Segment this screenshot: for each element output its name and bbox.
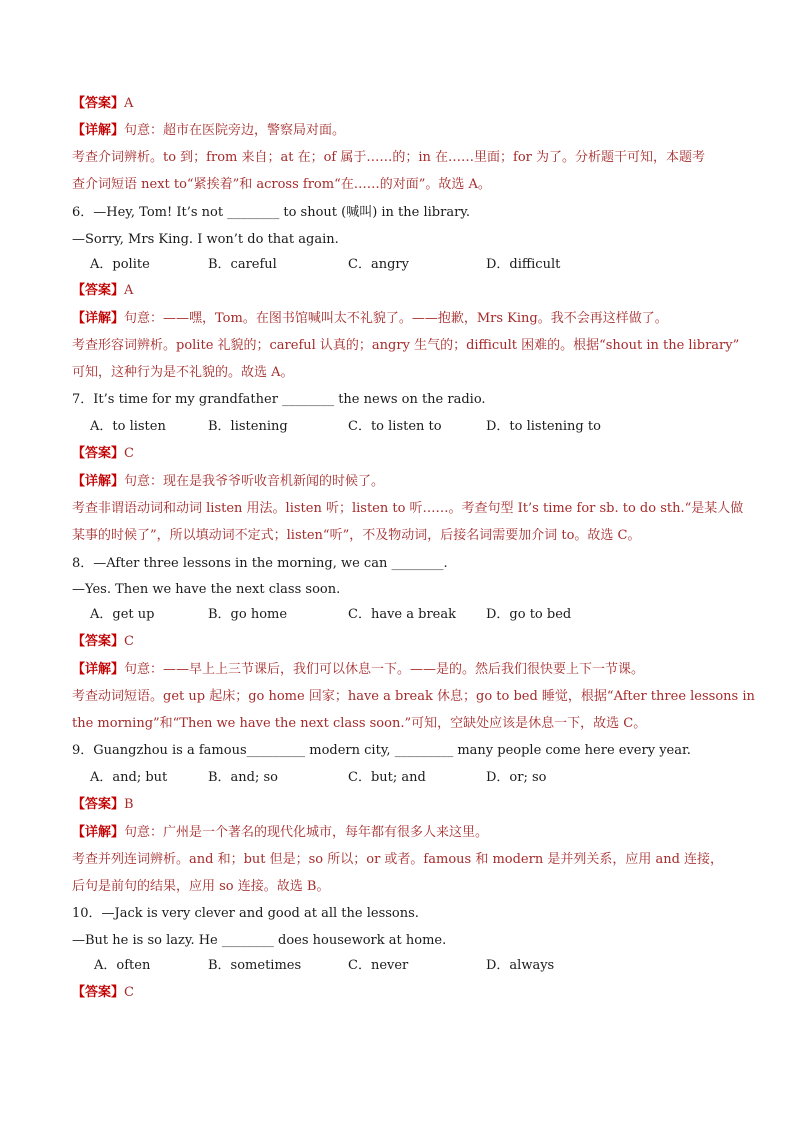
question-10-line2: —But he is so lazy. He ________ does housework at home. [72,933,447,948]
option-a: A．and; but [90,770,168,785]
question-9-stem: 9．Guangzhou is a famous_________ modern city, _________ many people come here every year. [72,743,691,758]
option-c: C．to listen to [348,419,442,434]
detail-text: 句意：现在是我爷爷听收音机新闻的时候了。 [124,474,385,489]
detail-8 [72,661,644,679]
answer-tag: 【答案】 [72,985,125,1000]
analysis-7-line2: 某事的时候了”，所以填动词不定式；listen“听”，不及物动词，后接名词需要加介词 to。故选 C。 [72,528,641,543]
detail-tag: 【详解】 [72,474,125,489]
option-b: B．sometimes [208,958,302,973]
analysis-6-line1: 考查形容词辨析。polite 礼貌的；careful 认真的；angry 生气的；difficult 困难的。根据“shout in the library” [72,338,740,353]
analysis-5-line2: 查介词短语 next to“紧挨着”和 across from“在……的对面”。故选 A。 [72,177,491,192]
analysis-9-line1: 考查并列连词辨析。and 和；but 但是；so 所以；or 或者。famous 和 modern 是并列关系，应用 and 连接， [72,852,724,867]
option-a: A．get up [90,607,155,622]
detail-tag: 【详解】 [72,825,125,840]
answer-value: C [124,446,134,461]
option-c: C．but; and [348,770,426,785]
analysis-5-line1: 考查介词辨析。to 到；from 来自；at 在；of 属于……的；in 在……里面；for 为了。分析题干可知，本题考 [72,150,706,165]
detail-5 [72,122,345,140]
option-d: D．always [486,958,555,973]
answer-value: B [124,797,134,812]
analysis-6-line2: 可知，这种行为是不礼貌的。故选 A。 [72,365,294,380]
option-d: D．difficult [486,257,561,272]
answer-tag: 【答案】 [72,446,125,461]
answer-value: C [124,634,134,649]
answer-8 [72,633,134,651]
detail-tag: 【详解】 [72,662,125,677]
answer-tag: 【答案】 [72,283,125,298]
detail-text: 句意：——早上上三节课后，我们可以休息一下。——是的。然后我们很快要上下一节课。 [124,662,645,677]
answer-tag: 【答案】 [72,634,125,649]
question-8-line2: —Yes. Then we have the next class soon. [72,582,341,597]
answer-9 [72,796,134,814]
option-d: D．or; so [486,770,547,785]
option-d: D．go to bed [486,607,572,622]
question-10-stem: 10．—Jack is very clever and good at all the lessons. [72,906,419,921]
detail-9 [72,824,488,842]
analysis-9-line2: 后句是前句的结果，应用 so 连接。故选 B。 [72,879,330,894]
detail-7 [72,473,384,491]
detail-6 [72,310,668,328]
question-7-stem: 7．It’s time for my grandfather ________ the news on the radio. [72,392,486,407]
option-a: A．often [94,958,151,973]
answer-7 [72,445,134,463]
answer-value: C [124,985,134,1000]
answer-6 [72,282,133,300]
question-6-stem: 6．—Hey, Tom! It’s not ________ to shout (喊叫) in the library. [72,205,471,220]
answer-tag: 【答案】 [72,96,125,111]
option-b: B．and; so [208,770,279,785]
detail-tag: 【详解】 [72,123,125,138]
answer-value: A [124,96,134,111]
option-c: C．never [348,958,409,973]
question-8-stem: 8．—After three lessons in the morning, we can ________. [72,556,448,571]
detail-text: 句意：——嘿，Tom。在图书馆喊叫太不礼貌了。——抱歉，Mrs King。我不会再这样做了。 [124,311,668,326]
analysis-8-line1: 考查动词短语。get up 起床；go home 回家；have a break 休息；go to bed 睡觉，根据“After three lessons in [72,689,755,704]
option-c: C．have a break [348,607,456,622]
option-a: A．to listen [90,419,166,434]
answer-tag: 【答案】 [72,797,125,812]
detail-text: 句意：广州是一个著名的现代化城市，每年都有很多人来这里。 [124,825,489,840]
option-b: B．listening [208,419,288,434]
option-b: B．careful [208,257,277,272]
analysis-8-line2: the morning”和“Then we have the next class soon.”可知，空缺处应该是休息一下，故选 C。 [72,716,647,731]
detail-tag: 【详解】 [72,311,125,326]
answer-10 [72,984,134,1002]
analysis-7-line1: 考查非谓语动词和动词 listen 用法。listen 听；listen to 听……。考查句型 It’s time for sb. to do sth.“是某人做 [72,501,744,516]
option-a: A．polite [90,257,150,272]
option-b: B．go home [208,607,288,622]
answer-5 [72,95,133,113]
option-c: C．angry [348,257,409,272]
option-d: D．to listening to [486,419,601,434]
detail-text: 句意：超市在医院旁边，警察局对面。 [124,123,346,138]
answer-value: A [124,283,134,298]
question-6-line2: —Sorry, Mrs King. I won’t do that again. [72,232,339,247]
